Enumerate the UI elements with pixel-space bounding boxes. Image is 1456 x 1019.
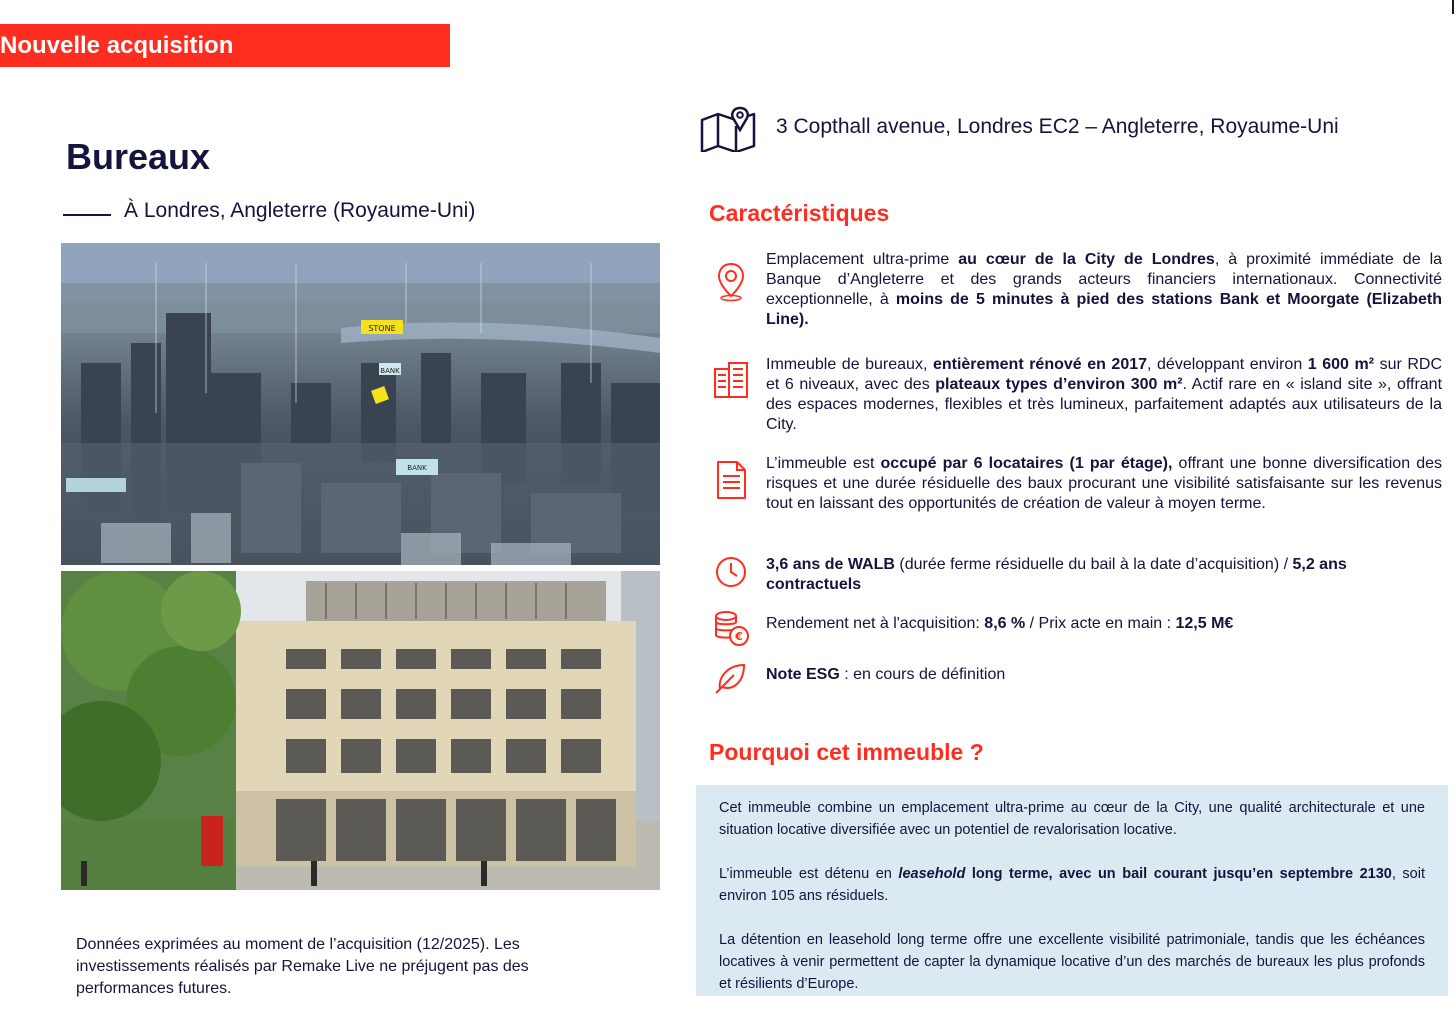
- aerial-city-photo: [61, 243, 660, 565]
- location-pin-icon: [710, 260, 752, 302]
- disclaimer-text: Données exprimées au moment de l’acquisition (12/2025). Les investissements réalisés par Remake Live ne préjugent pas des performances futures.: [76, 936, 529, 997]
- document-icon: [710, 458, 752, 500]
- feature-location-text: Emplacement ultra-prime au cœur de la City de Londres, à proximité immédiate de la Banque d’Angleterre et des grands acteurs financiers internationaux. Connectivité exceptionnelle, à moins de 5 minutes à pied des stations Bank et Moorgate (Elizabeth Line).: [766, 251, 1443, 328]
- page-title: Bureaux: [66, 136, 211, 177]
- feature-tenants-text: L’immeuble est occupé par 6 locataires (1 par étage), offrant une bonne diversification des risques et une durée résiduelle des baux procurant une visibilité satisfaisante sur les revenus tout en laissant des opportunités de création de valeur à moyen terme.: [766, 455, 1443, 512]
- building-illustration: [61, 571, 660, 890]
- svg-text:€: €: [735, 630, 743, 643]
- feature-yield-text: Rendement net à l'acquisition: 8,6 % / Prix acte en main : 12,5 M€: [766, 615, 1234, 632]
- aerial-city-illustration: [61, 243, 660, 565]
- feature-esg-text: Note ESG : en cours de définition: [766, 666, 1006, 683]
- leaf-icon: [710, 657, 752, 699]
- page-subtitle: À Londres, Angleterre (Royaume-Uni): [124, 199, 476, 222]
- why-box: [696, 785, 1448, 996]
- banner-label: Nouvelle acquisition: [0, 32, 234, 59]
- corner-mark: [1452, 0, 1454, 14]
- feature-building-text: Immeuble de bureaux, entièrement rénové en 2017, développant environ 1 600 m² sur RDC et 6 niveaux, avec des plateaux types d’environ 300 m². Actif rare en « island site », offrant des espaces modernes, flexibles et très lumineux, parfaitement adaptés aux utilisateurs de la City.: [766, 356, 1443, 433]
- clock-icon: [710, 551, 752, 593]
- aerial-label-stone: STONE: [368, 324, 396, 333]
- aerial-label-bank-2: BANK: [407, 464, 427, 472]
- building-facade-photo: [61, 571, 660, 890]
- why-paragraph-2: L’immeuble est détenu en leasehold long terme, avec un bail courant jusqu’en septembre 2130, soit environ 105 ans résiduels.: [719, 866, 1425, 904]
- why-heading: Pourquoi cet immeuble ?: [709, 739, 984, 765]
- aerial-label-bank: BANK: [380, 367, 400, 375]
- euro-coins-icon: [710, 608, 752, 650]
- building-icon: [710, 359, 752, 401]
- property-address: 3 Copthall avenue, Londres EC2 – Angleterre, Royaume-Uni: [776, 115, 1339, 138]
- why-paragraph-1: Cet immeuble combine un emplacement ultra-prime au cœur de la City, une qualité architecturale et une situation locative diversifiée avec un potentiel de revalorisation locative.: [719, 800, 1425, 838]
- subtitle-rule: [63, 214, 111, 216]
- why-paragraph-3: La détention en leasehold long terme offre une excellente visibilité patrimoniale, tandis que les échéances locatives à venir permettent de capter la dynamique locative d’un des marchés de bureaux les plus profonds et résilients d’Europe.: [719, 932, 1425, 992]
- acquisition-banner: [0, 24, 450, 67]
- feature-walb-text: 3,6 ans de WALB (durée ferme résiduelle du bail à la date d’acquisition) / 5,2 ans contractuels: [766, 556, 1347, 593]
- characteristics-heading: Caractéristiques: [709, 200, 890, 226]
- map-pin-icon: [700, 106, 756, 152]
